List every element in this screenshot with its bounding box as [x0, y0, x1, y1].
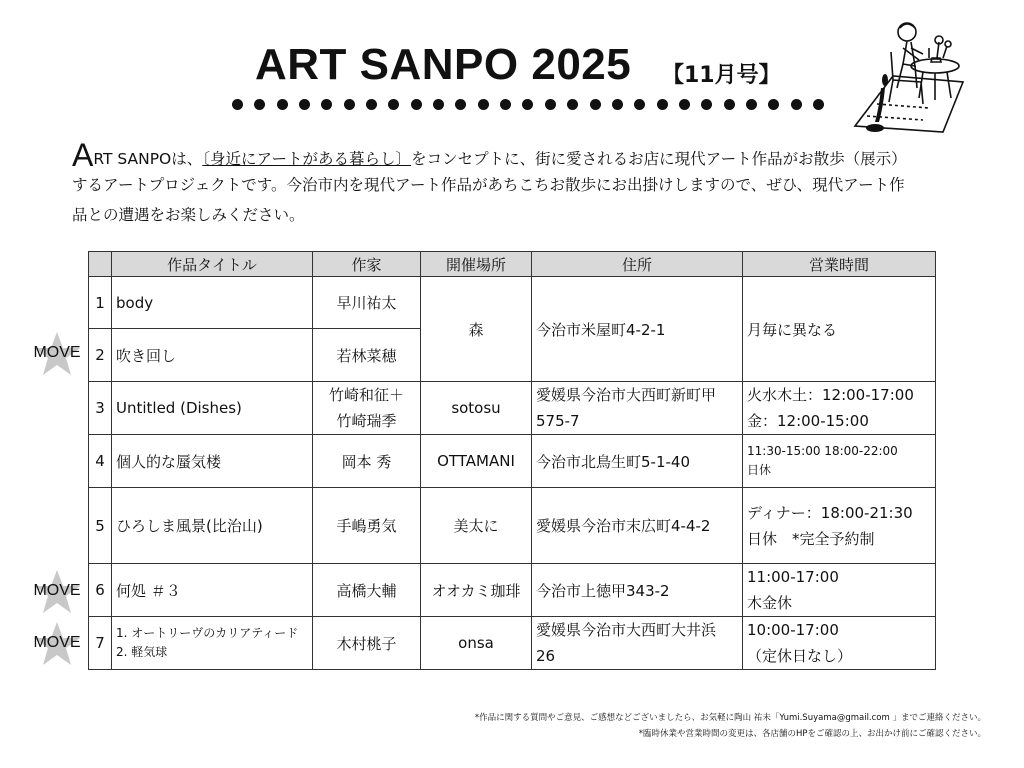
move-badge-label: MOVE — [33, 582, 81, 599]
artist-name: 高橋大輔 — [313, 564, 421, 617]
venue-name: onsa — [421, 617, 532, 670]
hours-line: 金：12:00-15:00 — [747, 412, 869, 430]
artist-name: 木村桃子 — [313, 617, 421, 670]
table-header-row — [89, 252, 936, 277]
address — [532, 382, 743, 435]
table-row — [89, 277, 936, 329]
venue-name: sotosu — [421, 382, 532, 435]
row-number: 6 — [89, 564, 112, 617]
venue-name: オオカミ珈琲 — [421, 564, 532, 617]
footnote-contact: *作品に関する質問やご意見、ご感想などございましたら、お気軽に陶山 祐未「Yumi.Suyama@gmail.com 」までご連絡ください。 — [474, 713, 986, 723]
stroller-illustration — [845, 18, 975, 138]
venue-name: OTTAMANI — [421, 435, 532, 488]
col-header-hours: 営業時間 — [743, 252, 936, 277]
issue-label: 【11月号】 — [662, 63, 781, 88]
col-header-title: 作品タイトル — [112, 252, 313, 277]
move-badge-label: MOVE — [33, 634, 81, 651]
artist-name: 若林菜穂 — [313, 329, 421, 382]
hours-line: ディナー：18:00-21:30 — [747, 503, 913, 522]
work-title: 何処 ＃３ — [112, 564, 313, 617]
row-number: 5 — [89, 488, 112, 564]
title-line: 2. 軽気球 — [116, 645, 168, 659]
col-header-address: 住所 — [532, 252, 743, 277]
works-table — [88, 251, 936, 670]
intro-line1-b: をコンセプトに、街に愛されるお店に現代アート作品がお散歩（展示） — [411, 150, 907, 168]
artist-name: 岡本 秀 — [313, 435, 421, 488]
col-header-artist: 作家 — [313, 252, 421, 277]
address-line: 26 — [536, 647, 556, 665]
row-number: 4 — [89, 435, 112, 488]
opening-hours — [743, 564, 936, 617]
row-number: 1 — [89, 277, 112, 329]
intro-concept: 〔身近にアートがある暮らし〕 — [202, 150, 412, 168]
move-badge-label: MOVE — [33, 344, 81, 361]
address-line: 愛媛県今治市大西町大井浜 — [536, 621, 717, 639]
address-line: 愛媛県今治市大西町新町甲 — [536, 386, 717, 404]
artist-name: 早川祐太 — [313, 277, 421, 329]
row-number: 2 — [89, 329, 112, 382]
intro-paragraph — [72, 137, 1002, 230]
row-number: 7 — [89, 617, 112, 670]
venue-name: 美太に — [421, 488, 532, 564]
hours-line: 日休 — [747, 463, 772, 477]
row-number: 3 — [89, 382, 112, 435]
table-row — [89, 564, 936, 617]
work-title — [112, 617, 313, 670]
move-badge — [28, 620, 86, 670]
hours-line: （定休日なし） — [747, 647, 853, 665]
intro-drop-cap: A — [72, 137, 94, 173]
opening-hours — [743, 435, 936, 488]
hours-line: 日休 *完全予約制 — [747, 529, 875, 548]
opening-hours — [743, 488, 936, 564]
dot-divider — [232, 96, 824, 112]
intro-line2: するアートプロジェクトです。今治市内を現代アート作品があちこちお散歩にお出掛けしますので、ぜひ、現代アート作 — [72, 176, 905, 194]
address: 今治市北鳥生町5-1-40 — [532, 435, 743, 488]
artist-name: 手嶋勇気 — [313, 488, 421, 564]
opening-hours: 月毎に異なる — [743, 277, 936, 382]
address: 今治市米屋町4-2-1 — [532, 277, 743, 382]
title-line: 1. オートリーヴのカリアティード — [116, 626, 299, 640]
hours-line: 11:00-17:00 — [747, 568, 839, 586]
work-title: 吹き回し — [112, 329, 313, 382]
work-title: body — [112, 277, 313, 329]
artist-line: 竹崎瑞季 — [336, 412, 397, 430]
footnote-closures: *臨時休業や営業時間の変更は、各店舗のHPをご確認の上、お出かけ前にご確認ください。 — [638, 729, 986, 739]
table-row — [89, 488, 936, 564]
col-header-venue: 開催場所 — [421, 252, 532, 277]
table-row — [89, 382, 936, 435]
page-title: ART SANPO 2025 — [255, 40, 632, 89]
address: 愛媛県今治市末広町4-4-2 — [532, 488, 743, 564]
hours-line: 木金休 — [747, 594, 793, 612]
intro-line3: 品との遭遇をお楽しみください。 — [72, 206, 305, 224]
col-header-no — [89, 252, 112, 277]
hours-line: 10:00-17:00 — [747, 621, 839, 639]
move-badge — [28, 568, 86, 618]
move-badge — [28, 330, 86, 380]
hours-line: 11:30-15:00 18:00-22:00 — [747, 444, 898, 458]
work-title: 個人的な蜃気楼 — [112, 435, 313, 488]
venue-name: 森 — [421, 277, 532, 382]
table-row — [89, 617, 936, 670]
artist-name — [313, 382, 421, 435]
artist-line: 竹崎和征＋ — [328, 386, 404, 404]
opening-hours — [743, 382, 936, 435]
address-line: 575-7 — [536, 412, 580, 430]
work-title: ひろしま風景(比治山) — [112, 488, 313, 564]
opening-hours — [743, 617, 936, 670]
address: 今治市上徳甲343-2 — [532, 564, 743, 617]
address — [532, 617, 743, 670]
hours-line: 火水木土：12:00-17:00 — [747, 386, 914, 404]
table-row — [89, 435, 936, 488]
work-title: Untitled (Dishes) — [112, 382, 313, 435]
intro-line1-a: RT SANPOは、 — [93, 150, 203, 168]
